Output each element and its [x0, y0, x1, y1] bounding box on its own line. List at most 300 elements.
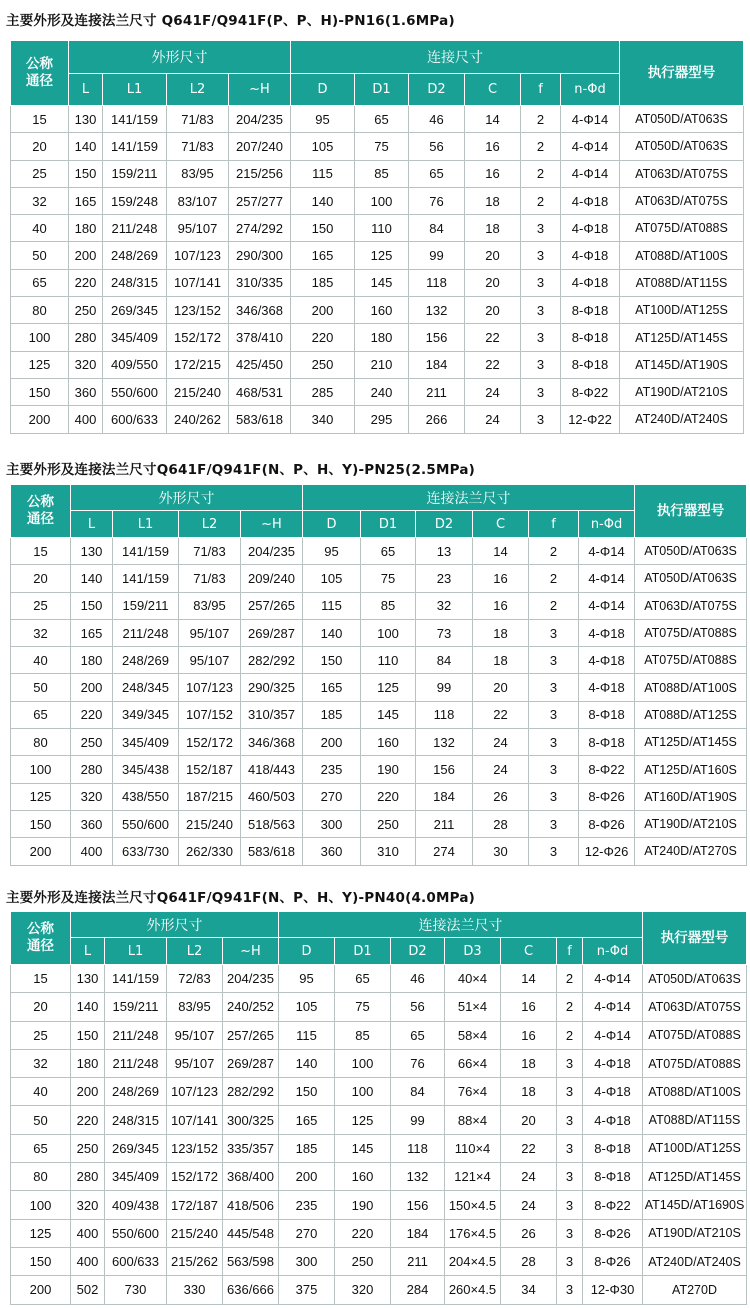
table-cell: 200 [303, 729, 361, 756]
table-cell: 4-Φ18 [579, 619, 635, 646]
table-cell: 3 [557, 1106, 583, 1134]
table-cell: 18 [465, 215, 521, 242]
table-cell: 266 [409, 406, 465, 433]
table-cell: 110 [361, 647, 416, 674]
table-cell: 280 [71, 756, 113, 783]
table-cell: 425/450 [229, 351, 291, 378]
actuator-model-cell: AT050D/AT063S [620, 106, 744, 133]
table-cell: 282/292 [223, 1078, 279, 1106]
table-cell: 563/598 [223, 1247, 279, 1275]
table-cell: 95/107 [179, 619, 241, 646]
table-cell: 140 [279, 1049, 335, 1077]
table-cell: 110×4 [445, 1134, 501, 1162]
table-cell: 250 [291, 351, 355, 378]
table-cell: 125 [361, 674, 416, 701]
table-cell: 2 [521, 106, 561, 133]
table-cell: 100 [335, 1078, 391, 1106]
table-cell: 250 [361, 810, 416, 837]
nominal-diameter-cell: 100 [11, 324, 69, 351]
table-cell: 3 [557, 1219, 583, 1247]
table-row [11, 674, 747, 701]
table-cell: 13 [416, 538, 473, 565]
table-cell: 8-Φ18 [579, 701, 635, 728]
table-cell: 99 [391, 1106, 445, 1134]
table-cell: 345/438 [113, 756, 179, 783]
table-cell: 3 [521, 215, 561, 242]
table-cell: 125 [355, 242, 409, 269]
table-cell: 282/292 [241, 647, 303, 674]
spec-table-pn40 [10, 911, 747, 1305]
table-cell: 3 [529, 810, 579, 837]
table-cell: 22 [501, 1134, 557, 1162]
actuator-model-cell: AT125D/AT145S [620, 324, 744, 351]
table-cell: 211 [416, 810, 473, 837]
actuator-model-cell: AT063D/AT075S [620, 187, 744, 214]
table-cell: 3 [557, 1191, 583, 1219]
table-cell: 156 [391, 1191, 445, 1219]
table-cell: 204/235 [229, 106, 291, 133]
table-cell: 418/443 [241, 756, 303, 783]
table-cell: 4-Φ18 [561, 269, 620, 296]
table-cell: 211/248 [113, 619, 179, 646]
table-cell: 2 [521, 187, 561, 214]
table-row [11, 993, 747, 1021]
nominal-diameter-cell: 150 [11, 378, 69, 405]
spec-table-pn16 [10, 40, 744, 434]
table-cell: 8-Φ18 [561, 351, 620, 378]
table-cell: 248/315 [103, 269, 167, 296]
nominal-diameter-cell: 80 [11, 729, 71, 756]
col-header: D [303, 511, 361, 538]
table-cell: 159/211 [113, 592, 179, 619]
table-cell: 22 [465, 351, 521, 378]
table-row [11, 1247, 747, 1275]
table-cell: 14 [501, 965, 557, 993]
table-3-title: 主要外形及连接法兰尺寸Q641F/Q941F(N、P、H、Y)-PN40(4.0MPa) [6, 890, 476, 906]
table-cell: 185 [279, 1134, 335, 1162]
table-cell: 235 [303, 756, 361, 783]
table-row [11, 133, 744, 160]
table-cell: 95/107 [179, 647, 241, 674]
table-row [11, 351, 744, 378]
nominal-diameter-cell: 200 [11, 838, 71, 865]
actuator-model-cell: AT190D/AT210S [620, 378, 744, 405]
table-row [11, 1276, 747, 1304]
table-cell: 200 [71, 674, 113, 701]
nominal-diameter-cell: 25 [11, 592, 71, 619]
actuator-model-cell: AT050D/AT063S [635, 565, 747, 592]
actuator-model-cell: AT240D/AT270S [635, 838, 747, 865]
table-cell: 184 [409, 351, 465, 378]
table-cell: 445/548 [223, 1219, 279, 1247]
table-cell: 290/300 [229, 242, 291, 269]
table-cell: 145 [355, 269, 409, 296]
nominal-diameter-cell: 100 [11, 756, 71, 783]
table-cell: 150 [71, 592, 113, 619]
table-cell: 3 [529, 647, 579, 674]
table-cell: 349/345 [113, 701, 179, 728]
table-cell: 3 [557, 1276, 583, 1304]
table-cell: 76 [391, 1049, 445, 1077]
table-cell: 320 [335, 1276, 391, 1304]
table-cell: 150×4.5 [445, 1191, 501, 1219]
table-cell: 115 [291, 160, 355, 187]
table-cell: 330 [167, 1276, 223, 1304]
table-cell: 83/107 [167, 187, 229, 214]
table-cell: 260×4.5 [445, 1276, 501, 1304]
table-cell: 8-Φ22 [561, 378, 620, 405]
actuator-header: 执行器型号 [643, 912, 747, 965]
table-cell: 16 [465, 133, 521, 160]
table-cell: 3 [529, 729, 579, 756]
actuator-model-cell: AT050D/AT063S [620, 133, 744, 160]
table-cell: 262/330 [179, 838, 241, 865]
table-cell: 400 [71, 838, 113, 865]
table-cell: 71/83 [179, 565, 241, 592]
table-cell: 16 [501, 1021, 557, 1049]
table-cell: 3 [529, 674, 579, 701]
table-cell: 20 [465, 297, 521, 324]
actuator-header: 执行器型号 [620, 41, 744, 106]
table-cell: 83/95 [167, 993, 223, 1021]
nominal-diameter-cell: 80 [11, 297, 69, 324]
nominal-diameter-cell: 100 [11, 1191, 71, 1219]
table-cell: 285 [291, 378, 355, 405]
table-cell: 3 [521, 378, 561, 405]
table-cell: 118 [416, 701, 473, 728]
nominal-diameter-cell: 125 [11, 351, 69, 378]
table-cell: 310/335 [229, 269, 291, 296]
table-cell: 141/159 [113, 565, 179, 592]
table-cell: 115 [279, 1021, 335, 1049]
table-cell: 159/211 [105, 993, 167, 1021]
col-header: L1 [103, 74, 167, 106]
table-cell: 130 [71, 965, 105, 993]
table-cell: 185 [291, 269, 355, 296]
table-cell: 269/345 [103, 297, 167, 324]
nominal-diameter-cell: 15 [11, 106, 69, 133]
table-cell: 3 [557, 1163, 583, 1191]
table-cell: 204×4.5 [445, 1247, 501, 1275]
actuator-model-cell: AT050D/AT063S [643, 965, 747, 993]
table-row [11, 215, 744, 242]
table-cell: 185 [303, 701, 361, 728]
table-cell: 172/187 [167, 1191, 223, 1219]
table-cell: 30 [473, 838, 529, 865]
table-cell: 220 [71, 1106, 105, 1134]
table-cell: 204/235 [223, 965, 279, 993]
table-cell: 8-Φ26 [583, 1219, 643, 1247]
table-cell: 250 [71, 1134, 105, 1162]
actuator-model-cell: AT240D/AT240S [643, 1247, 747, 1275]
corner-header: 公称 通径 [11, 41, 69, 106]
table-cell: 71/83 [179, 538, 241, 565]
table-cell: 633/730 [113, 838, 179, 865]
table-cell: 100 [335, 1049, 391, 1077]
table-cell: 105 [303, 565, 361, 592]
actuator-model-cell: AT063D/AT075S [635, 592, 747, 619]
table-cell: 99 [416, 674, 473, 701]
table-cell: 340 [291, 406, 355, 433]
table-cell: 65 [355, 106, 409, 133]
table-cell: 140 [303, 619, 361, 646]
table-cell: 23 [416, 565, 473, 592]
table-cell: 210 [355, 351, 409, 378]
table-cell: 2 [529, 565, 579, 592]
col-header: n-Φd [583, 938, 643, 965]
table-cell: 160 [335, 1163, 391, 1191]
nominal-diameter-cell: 32 [11, 1049, 71, 1077]
table-cell: 152/172 [167, 1163, 223, 1191]
table-cell: 110 [355, 215, 409, 242]
table-cell: 257/265 [241, 592, 303, 619]
table-cell: 248/345 [113, 674, 179, 701]
table-row [11, 592, 747, 619]
table-cell: 300/325 [223, 1106, 279, 1134]
table-cell: 3 [521, 406, 561, 433]
table-cell: 215/240 [167, 1219, 223, 1247]
table-cell: 156 [416, 756, 473, 783]
table-cell: 65 [361, 538, 416, 565]
table-cell: 2 [557, 993, 583, 1021]
table-cell: 502 [71, 1276, 105, 1304]
table-cell: 550/600 [103, 378, 167, 405]
actuator-model-cell: AT050D/AT063S [635, 538, 747, 565]
table-cell: 320 [71, 1191, 105, 1219]
table-cell: 8-Φ18 [583, 1163, 643, 1191]
table-cell: 132 [416, 729, 473, 756]
table-cell: 257/265 [223, 1021, 279, 1049]
table-cell: 220 [291, 324, 355, 351]
table-cell: 270 [279, 1219, 335, 1247]
nominal-diameter-cell: 40 [11, 215, 69, 242]
table-row [11, 1106, 747, 1134]
table-cell: 518/563 [241, 810, 303, 837]
table-cell: 66×4 [445, 1049, 501, 1077]
table-row [11, 242, 744, 269]
table-cell: 121×4 [445, 1163, 501, 1191]
table-cell: 83/95 [179, 592, 241, 619]
table-cell: 215/262 [167, 1247, 223, 1275]
table-cell: 2 [557, 1021, 583, 1049]
table-cell: 172/215 [167, 351, 229, 378]
col-header: L2 [167, 938, 223, 965]
table-row [11, 701, 747, 728]
table-cell: 150 [303, 647, 361, 674]
table-cell: 248/315 [105, 1106, 167, 1134]
table-cell: 12-Φ30 [583, 1276, 643, 1304]
col-header: L2 [167, 74, 229, 106]
table-cell: 184 [391, 1219, 445, 1247]
table-cell: 22 [465, 324, 521, 351]
table-cell: 125 [335, 1106, 391, 1134]
table-cell: 26 [473, 783, 529, 810]
nominal-diameter-cell: 40 [11, 647, 71, 674]
col-header: L1 [105, 938, 167, 965]
nominal-diameter-cell: 32 [11, 187, 69, 214]
nominal-diameter-cell: 32 [11, 619, 71, 646]
table-cell: 56 [391, 993, 445, 1021]
col-header: D3 [445, 938, 501, 965]
table-cell: 4-Φ14 [583, 1021, 643, 1049]
table-cell: 320 [69, 351, 103, 378]
table-row [11, 729, 747, 756]
table-cell: 20 [465, 269, 521, 296]
table-cell: 400 [69, 406, 103, 433]
table-cell: 409/550 [103, 351, 167, 378]
table-cell: 8-Φ26 [579, 783, 635, 810]
actuator-model-cell: AT100D/AT125S [620, 297, 744, 324]
table-cell: 409/438 [105, 1191, 167, 1219]
table-row [11, 1049, 747, 1077]
table-row [11, 1078, 747, 1106]
table-cell: 583/618 [241, 838, 303, 865]
table-cell: 8-Φ26 [579, 810, 635, 837]
table-cell: 107/141 [167, 269, 229, 296]
table-cell: 215/240 [167, 378, 229, 405]
table-cell: 468/531 [229, 378, 291, 405]
nominal-diameter-cell: 125 [11, 783, 71, 810]
table-cell: 141/159 [113, 538, 179, 565]
table-cell: 95/107 [167, 1049, 223, 1077]
table-cell: 40×4 [445, 965, 501, 993]
table-row [11, 838, 747, 865]
table-cell: 4-Φ14 [561, 160, 620, 187]
table-cell: 269/287 [241, 619, 303, 646]
table-cell: 636/666 [223, 1276, 279, 1304]
table-cell: 18 [501, 1078, 557, 1106]
table-cell: 8-Φ22 [579, 756, 635, 783]
table-cell: 84 [391, 1078, 445, 1106]
table-cell: 400 [71, 1219, 105, 1247]
table-row [11, 378, 744, 405]
table-row [11, 619, 747, 646]
table-cell: 65 [335, 965, 391, 993]
table-cell: 165 [303, 674, 361, 701]
table-cell: 132 [391, 1163, 445, 1191]
table-row [11, 538, 747, 565]
table-cell: 2 [521, 160, 561, 187]
table-cell: 250 [71, 729, 113, 756]
actuator-model-cell: AT088D/AT115S [620, 269, 744, 296]
table-cell: 280 [71, 1163, 105, 1191]
table-cell: 18 [473, 647, 529, 674]
table-row [11, 297, 744, 324]
table-cell: 145 [361, 701, 416, 728]
table-cell: 2 [529, 538, 579, 565]
col-header: L1 [113, 511, 179, 538]
table-cell: 28 [473, 810, 529, 837]
table-cell: 24 [473, 756, 529, 783]
col-header: L [71, 511, 113, 538]
table-row [11, 965, 747, 993]
table-cell: 257/277 [229, 187, 291, 214]
nominal-diameter-cell: 40 [11, 1078, 71, 1106]
table-cell: 3 [521, 351, 561, 378]
table-cell: 123/152 [167, 297, 229, 324]
table-cell: 418/506 [223, 1191, 279, 1219]
actuator-model-cell: AT088D/AT100S [643, 1078, 747, 1106]
table-cell: 107/123 [167, 242, 229, 269]
table-cell: 95/107 [167, 1021, 223, 1049]
nominal-diameter-cell: 50 [11, 242, 69, 269]
table-cell: 75 [355, 133, 409, 160]
actuator-model-cell: AT088D/AT115S [643, 1106, 747, 1134]
group-header-dimensions: 外形尺寸 [69, 41, 291, 74]
table-cell: 34 [501, 1276, 557, 1304]
actuator-model-cell: AT145D/AT190S [620, 351, 744, 378]
table-cell: 200 [279, 1163, 335, 1191]
table-cell: 150 [71, 1021, 105, 1049]
table-cell: 100 [355, 187, 409, 214]
table-cell: 18 [465, 187, 521, 214]
col-header: D2 [416, 511, 473, 538]
actuator-model-cell: AT088D/AT100S [635, 674, 747, 701]
table-cell: 3 [557, 1247, 583, 1275]
table-cell: 211 [391, 1247, 445, 1275]
table-cell: 56 [409, 133, 465, 160]
table-cell: 240 [355, 378, 409, 405]
table-cell: 24 [465, 406, 521, 433]
table-cell: 2 [529, 592, 579, 619]
table-row [11, 406, 744, 433]
col-header: D1 [355, 74, 409, 106]
table-row [11, 1191, 747, 1219]
table-cell: 378/410 [229, 324, 291, 351]
col-header: ~H [229, 74, 291, 106]
nominal-diameter-cell: 150 [11, 1247, 71, 1275]
table-cell: 200 [291, 297, 355, 324]
table-cell: 274/292 [229, 215, 291, 242]
col-header: n-Φd [561, 74, 620, 106]
table-cell: 141/159 [105, 965, 167, 993]
table-cell: 83/95 [167, 160, 229, 187]
table-cell: 345/409 [103, 324, 167, 351]
table-cell: 211 [409, 378, 465, 405]
table-cell: 368/400 [223, 1163, 279, 1191]
table-cell: 220 [69, 269, 103, 296]
table-cell: 130 [71, 538, 113, 565]
table-cell: 95/107 [167, 215, 229, 242]
col-header: D1 [335, 938, 391, 965]
actuator-model-cell: AT088D/AT100S [620, 242, 744, 269]
table-cell: 46 [391, 965, 445, 993]
corner-header: 公称 通径 [11, 912, 71, 965]
col-header: D [291, 74, 355, 106]
table-cell: 58×4 [445, 1021, 501, 1049]
actuator-model-cell: AT075D/AT088S [635, 647, 747, 674]
table-cell: 600/633 [103, 406, 167, 433]
table-cell: 24 [501, 1163, 557, 1191]
table-cell: 3 [521, 324, 561, 351]
table-cell: 95 [303, 538, 361, 565]
table-cell: 360 [69, 378, 103, 405]
nominal-diameter-cell: 80 [11, 1163, 71, 1191]
table-cell: 240/252 [223, 993, 279, 1021]
nominal-diameter-cell: 20 [11, 565, 71, 592]
table-cell: 460/503 [241, 783, 303, 810]
table-cell: 84 [409, 215, 465, 242]
table-cell: 152/187 [179, 756, 241, 783]
table-cell: 8-Φ18 [561, 324, 620, 351]
table-cell: 3 [521, 242, 561, 269]
actuator-model-cell: AT075D/AT088S [643, 1021, 747, 1049]
table-cell: 180 [71, 647, 113, 674]
col-header: n-Φd [579, 511, 635, 538]
table-cell: 115 [303, 592, 361, 619]
table-cell: 180 [355, 324, 409, 351]
table-cell: 190 [361, 756, 416, 783]
